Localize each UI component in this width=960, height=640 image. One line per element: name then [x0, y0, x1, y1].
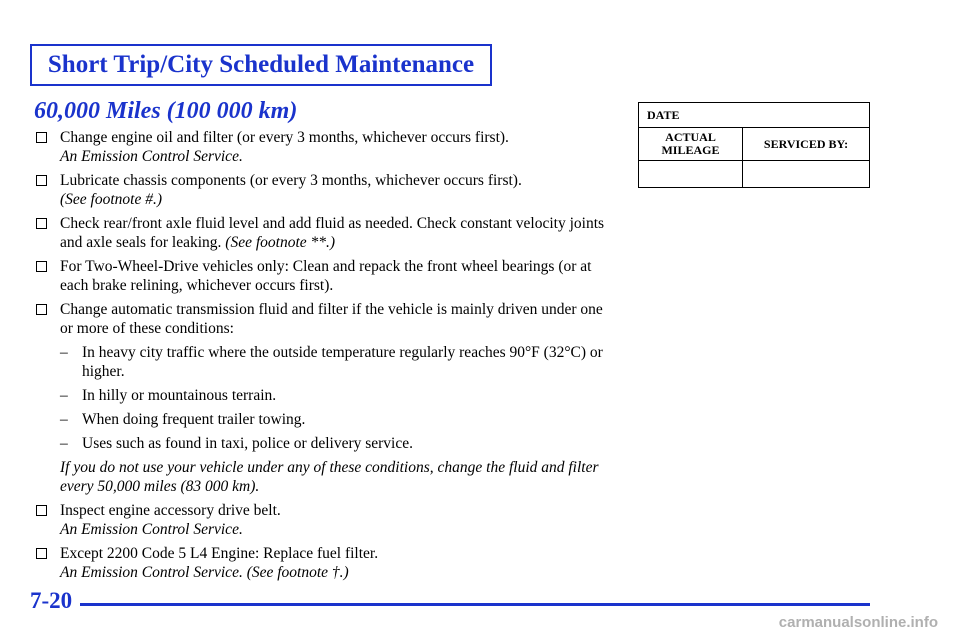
transmission-note: If you do not use your vehicle under any of these conditions, change the fluid and filter every 50,000 miles (83 000 km). [60, 459, 599, 495]
checkbox-icon [36, 505, 47, 516]
maintenance-item-fuel-filter [34, 544, 614, 582]
condition-item [34, 410, 614, 429]
condition-text: In hilly or mountainous terrain. [82, 387, 277, 404]
maintenance-item-drive-belt [34, 501, 614, 539]
item-text: Except 2200 Code 5 L4 Engine: Replace fuel filter. [60, 545, 379, 562]
checkbox-icon [36, 304, 47, 315]
condition-text: Uses such as found in taxi, police or delivery service. [82, 435, 414, 452]
dash-mark: – [60, 411, 68, 428]
dash-mark: – [60, 344, 68, 361]
maintenance-item-chassis [34, 171, 614, 209]
service-log-table [638, 102, 870, 188]
checkbox-icon [36, 175, 47, 186]
section-title: 60,000 Miles (100 000 km) [34, 98, 298, 124]
item-text: For Two-Wheel-Drive vehicles only: Clean and repack the front wheel bearings (or at each brake relining, whichever occurs first). [60, 258, 592, 294]
mileage-entry-cell [639, 161, 743, 188]
footer-divider [80, 603, 870, 606]
item-text: Lubricate chassis components (or every 3 months, whichever occurs first). [60, 172, 522, 189]
header-box [30, 44, 492, 86]
item-note: (See footnote #.) [60, 191, 163, 208]
condition-item [34, 386, 614, 405]
condition-item [34, 343, 614, 381]
checkbox-icon [36, 218, 47, 229]
item-note: An Emission Control Service. [60, 148, 243, 165]
dash-mark: – [60, 435, 68, 452]
item-text: Change automatic transmission fluid and filter if the vehicle is mainly driven under one or more of these conditions: [60, 301, 603, 337]
page-number: 7-20 [30, 588, 73, 613]
condition-item [34, 434, 614, 453]
item-note: An Emission Control Service. (See footnote †.) [60, 564, 349, 581]
item-note: (See footnote **.) [225, 234, 336, 251]
condition-text: In heavy city traffic where the outside temperature regularly reaches 90°F (32°C) or higher. [82, 344, 603, 380]
page-header-title: Short Trip/City Scheduled Maintenance [47, 51, 475, 78]
maintenance-item-wheel-bearings [34, 257, 614, 295]
item-note: An Emission Control Service. [60, 521, 243, 538]
serviced-by-header: SERVICED BY: [743, 128, 870, 161]
maintenance-item-transmission [34, 300, 614, 338]
maintenance-list [34, 128, 614, 587]
actual-mileage-header: ACTUAL MILEAGE [639, 128, 743, 161]
item-text: Change engine oil and filter (or every 3 months, whichever occurs first). [60, 129, 509, 146]
checkbox-icon [36, 261, 47, 272]
date-header: DATE [639, 103, 870, 128]
condition-text: When doing frequent trailer towing. [82, 411, 306, 428]
maintenance-item-axle [34, 214, 614, 252]
dash-mark: – [60, 387, 68, 404]
checkbox-icon [36, 132, 47, 143]
checkbox-icon [36, 548, 47, 559]
watermark: carmanualsonline.info [778, 614, 938, 631]
item-text: Inspect engine accessory drive belt. [60, 502, 281, 519]
item-text: Check rear/front axle fluid level and add fluid as needed. Check constant velocity joints and axle seals for leaking. [60, 215, 605, 251]
maintenance-item-oil [34, 128, 614, 166]
serviced-by-entry-cell [743, 161, 870, 188]
